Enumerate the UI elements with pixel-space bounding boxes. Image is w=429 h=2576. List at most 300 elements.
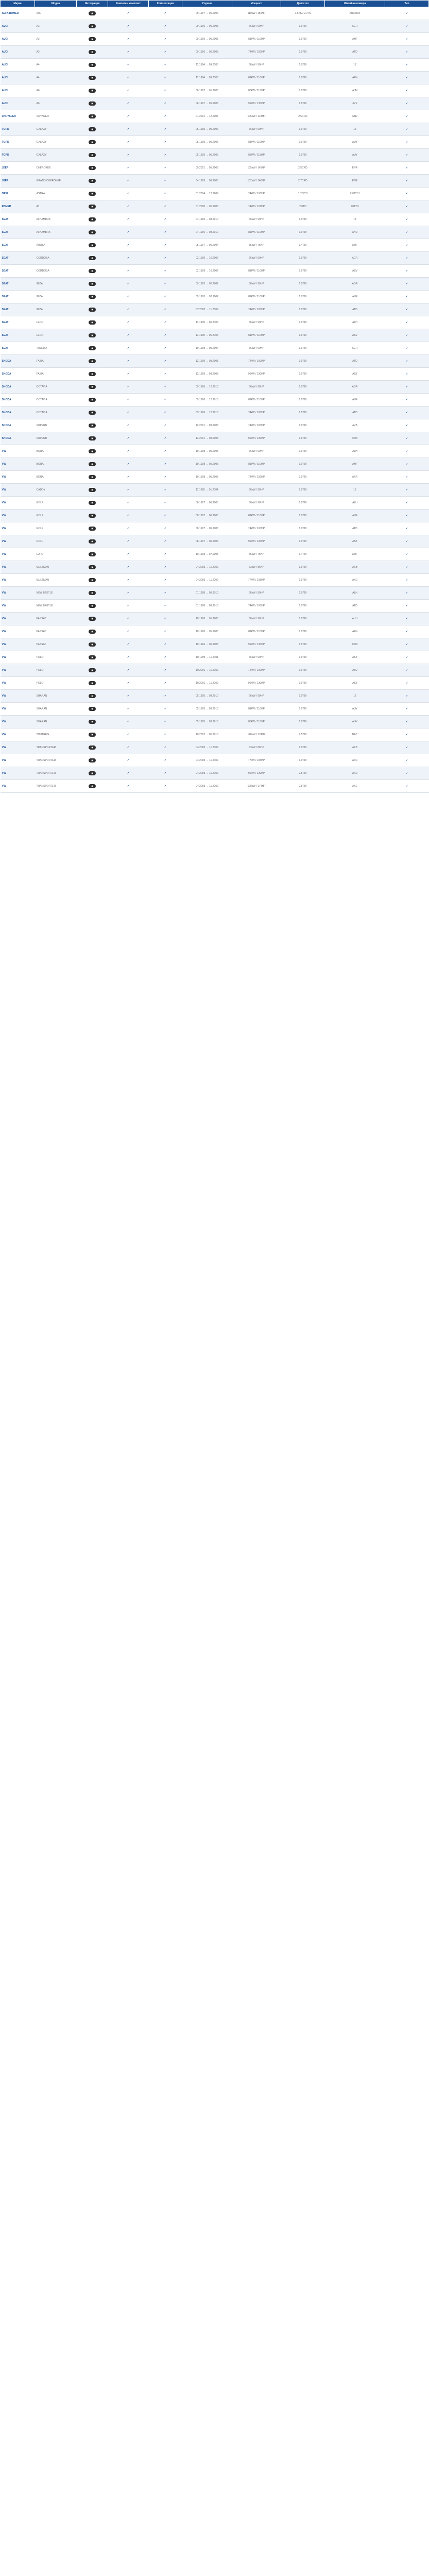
table-row [1,33,429,46]
cell-integration [77,355,108,368]
check-icon: ✓ [164,720,167,723]
cell-homologation [149,123,182,136]
check-icon: ✓ [164,424,167,427]
cell-integration [77,252,108,265]
cell-code: AUY [325,136,385,149]
cell-type [385,291,429,303]
cell-engine: 1.9TDI [281,638,325,651]
check-icon: ✓ [164,128,167,131]
check-icon: ✓ [127,785,130,788]
cell-homologation [149,510,182,522]
table-row [1,278,429,291]
cell-power: 74kW / 100HP [232,664,281,677]
cell-integration [77,690,108,703]
oem-badge-icon: ◼ [89,333,96,337]
table-row [1,651,429,664]
cell-type [385,59,429,72]
cell-homologation [149,265,182,278]
check-icon: ✓ [127,257,130,260]
oem-badge-icon: ◼ [89,514,96,518]
check-icon: ✓ [164,591,167,595]
col-years: Години [182,1,232,7]
cell-year: 10.1996 → 05.2005 [182,625,232,638]
cell-integration [77,84,108,97]
cell-engine: 2.5TDI [281,767,325,780]
cell-engine: 1.9TDI [281,226,325,239]
oem-badge-icon: ◼ [89,166,96,170]
cell-engine: 1.4TDI [281,239,325,252]
table-row [1,561,429,574]
cell-model: ALHAMBRA [35,226,77,239]
table-row [1,342,429,355]
cell-engine: 2.5CRD [281,162,325,175]
check-icon: ✓ [127,398,130,401]
table-row [1,510,429,522]
table-row [1,690,429,703]
cell-brand: VW [1,664,35,677]
oem-badge-icon: ◼ [89,320,96,325]
cell-code: AHU [325,226,385,239]
cell-code: 20T2N [325,200,385,213]
cell-power: 105kW / 143HP [232,162,281,175]
cell-code: AJM [325,84,385,97]
cell-type [385,252,429,265]
check-icon: ✓ [405,398,408,401]
cell-homologation [149,741,182,754]
cell-brand: FORD [1,149,35,162]
cell-integration [77,574,108,587]
cell-engine: 1.9TDI [281,59,325,72]
cell-homologation [149,84,182,97]
cell-power: 66kW / 90HP [232,123,281,136]
cell-integration [77,600,108,613]
cell-integration [77,46,108,59]
cell-power: 66kW / 90HP [232,651,281,664]
oem-badge-icon: ◼ [89,578,96,582]
cell-integration [77,651,108,664]
cell-homologation [149,664,182,677]
check-icon: ✓ [127,707,130,710]
cell-power: 81kW / 110HP [232,33,281,46]
cell-brand: VW [1,625,35,638]
check-icon: ✓ [405,179,408,182]
cell-integration [77,226,108,239]
cell-engine: 1.9TDI [281,316,325,329]
col-model: Модел [35,1,77,7]
oem-badge-icon: ◼ [89,346,96,350]
cell-homologation [149,149,182,162]
check-icon: ✓ [405,321,408,324]
check-icon: ✓ [127,347,130,350]
cell-brand: CHRYSLER [1,110,35,123]
oem-badge-icon: ◼ [89,784,96,788]
table-row [1,728,429,741]
cell-repair-kit [108,574,149,587]
cell-power: 96kW / 130HP [232,97,281,110]
check-icon: ✓ [164,682,167,685]
cell-power: 96kW / 130HP [232,638,281,651]
cell-code: AXB [325,561,385,574]
check-icon: ✓ [164,385,167,388]
check-icon: ✓ [127,733,130,736]
cell-engine: 1.9TDI [281,368,325,381]
cell-code: AHF [325,33,385,46]
cell-repair-kit [108,175,149,188]
table-row [1,72,429,84]
cell-engine: 1.9TDI [281,522,325,535]
cell-type [385,651,429,664]
cell-repair-kit [108,587,149,600]
cell-type [385,381,429,394]
check-icon: ✓ [164,231,167,234]
check-icon: ✓ [405,553,408,556]
table-row [1,265,429,278]
cell-type [385,767,429,780]
cell-integration [77,316,108,329]
cell-type [385,561,429,574]
oem-badge-icon: ◼ [89,423,96,428]
check-icon: ✓ [164,476,167,479]
cell-homologation [149,329,182,342]
cell-homologation [149,548,182,561]
cell-homologation [149,728,182,741]
oem-badge-icon: ◼ [89,153,96,157]
cell-model: CORDOBA [35,252,77,265]
cell-homologation [149,7,182,20]
cell-year: 11.1994 → 09.2000 [182,59,232,72]
cell-integration [77,291,108,303]
oem-badge-icon: ◼ [89,411,96,415]
cell-repair-kit [108,278,149,291]
check-icon: ✓ [405,76,408,79]
cell-type [385,265,429,278]
cell-brand: VW [1,741,35,754]
cell-code: AUY [325,149,385,162]
cell-integration [77,406,108,419]
check-icon: ✓ [405,579,408,582]
cell-repair-kit [108,728,149,741]
cell-type [385,613,429,625]
cell-code: AVF [325,97,385,110]
cell-integration [77,767,108,780]
cell-brand: SEAT [1,226,35,239]
check-icon: ✓ [127,321,130,324]
cell-model: IBIZA [35,278,77,291]
cell-model: TRANSPORTER [35,754,77,767]
check-icon: ✓ [405,720,408,723]
cell-repair-kit [108,458,149,471]
cell-engine: 1.9TDI [281,381,325,394]
table-row [1,716,429,728]
cell-year: 10.1996 → 05.2005 [182,638,232,651]
check-icon: ✓ [405,269,408,273]
table-row [1,394,429,406]
oem-badge-icon: ◼ [89,462,96,466]
cell-homologation [149,278,182,291]
cell-code: ALH [325,316,385,329]
cell-year: 04.2003 → 11.2009 [182,780,232,793]
cell-homologation [149,20,182,33]
cell-power: 85kW / 115HP [232,149,281,162]
table-row [1,175,429,188]
check-icon: ✓ [164,759,167,762]
check-icon: ✓ [405,385,408,388]
cell-homologation [149,394,182,406]
table-row [1,471,429,484]
cell-repair-kit [108,226,149,239]
cell-integration [77,677,108,690]
cell-engine: 1.9TDI [281,741,325,754]
cell-model: POLO [35,664,77,677]
cell-integration [77,162,108,175]
cell-model: BORA [35,445,77,458]
cell-model: GALAXY [35,149,77,162]
cell-type [385,728,429,741]
cell-engine: 1.9TDI [281,136,325,149]
cell-integration [77,728,108,741]
cell-power: 66kW / 90HP [232,252,281,265]
check-icon: ✓ [164,179,167,182]
check-icon: ✓ [405,115,408,118]
check-icon: ✓ [405,463,408,466]
col-type: Тип [385,1,429,7]
cell-homologation [149,471,182,484]
table-row [1,381,429,394]
cell-model: TRANSPORTER [35,741,77,754]
check-icon: ✓ [164,643,167,646]
cell-type [385,110,429,123]
cell-code: Z17DTH [325,188,385,200]
cell-engine: 1.9TDI [281,445,325,458]
check-icon: ✓ [164,514,167,517]
cell-year: 02.1999 → 10.2002 [182,265,232,278]
cell-homologation [149,690,182,703]
check-icon: ✓ [405,154,408,157]
cell-model: AROSA [35,239,77,252]
cell-engine: 1.9TDI [281,72,325,84]
cell-power: 128kW / 174HP [232,728,281,741]
cell-repair-kit [108,664,149,677]
cell-year: 01.2001 → 12.2007 [182,110,232,123]
cell-integration [77,419,108,432]
cell-model: A6 [35,97,77,110]
cell-integration [77,188,108,200]
cell-power: 74kW / 100HP [232,471,281,484]
cell-integration [77,368,108,381]
check-icon: ✓ [127,540,130,543]
cell-integration [77,561,108,574]
cell-type [385,188,429,200]
cell-brand: AUDI [1,20,35,33]
cell-integration [77,7,108,20]
cell-year: 09.2001 → 05.2008 [182,162,232,175]
cell-code: AHF [325,510,385,522]
check-icon: ✓ [405,308,408,311]
cell-code: AXC [325,754,385,767]
table-row [1,677,429,690]
cell-model: FABIA [35,368,77,381]
cell-model: SUPERB [35,432,77,445]
cell-model: TOUAREG [35,728,77,741]
cell-type [385,136,429,149]
oem-badge-icon: ◼ [89,243,96,247]
table-row [1,123,429,136]
cell-model: SHARAN [35,690,77,703]
cell-year: 12.1999 → 03.2008 [182,355,232,368]
cell-repair-kit [108,72,149,84]
cell-year: 12.2001 → 03.2008 [182,432,232,445]
cell-year: 09.1996 → 12.2010 [182,381,232,394]
cell-type [385,445,429,458]
table-row [1,664,429,677]
col-integration: Интеграция [77,1,108,7]
check-icon: ✓ [405,746,408,749]
cell-year: 09.1993 → 02.2002 [182,278,232,291]
cell-year: 08.1997 → 06.2005 [182,497,232,510]
check-icon: ✓ [164,102,167,105]
table-row [1,84,429,97]
cell-year: 04.1996 → 03.2010 [182,226,232,239]
col-repair-kit: Ремонтен комплект [108,1,149,7]
cell-type [385,522,429,535]
cell-integration [77,175,108,188]
cell-brand: VW [1,651,35,664]
cell-integration [77,97,108,110]
check-icon: ✓ [164,604,167,607]
cell-model: MULTIVAN [35,574,77,587]
cell-brand: SEAT [1,213,35,226]
cell-power: 66kW / 90HP [232,484,281,497]
table-row [1,587,429,600]
cell-integration [77,278,108,291]
check-icon: ✓ [127,63,130,66]
cell-type [385,587,429,600]
cell-repair-kit [108,741,149,754]
cell-brand: SKODA [1,381,35,394]
cell-model: A3 [35,20,77,33]
cell-repair-kit [108,432,149,445]
check-icon: ✓ [127,372,130,376]
check-icon: ✓ [127,38,130,41]
cell-type [385,741,429,754]
table-row [1,213,429,226]
cell-model: A3 [35,33,77,46]
check-icon: ✓ [164,733,167,736]
cell-brand: JEEP [1,175,35,188]
cell-integration [77,136,108,149]
table-row [1,574,429,587]
oem-badge-icon: ◼ [89,295,96,299]
cell-year: 10.2001 → 11.2009 [182,677,232,690]
cell-brand: VW [1,471,35,484]
cell-code: AXR [325,471,385,484]
cell-year: 04.2003 → 11.2009 [182,561,232,574]
cell-code: AXE [325,780,385,793]
cell-homologation [149,600,182,613]
check-icon: ✓ [127,591,130,595]
cell-year: 09.1997 → 06.2006 [182,7,232,20]
cell-power: 66kW / 90HP [232,316,281,329]
cell-power: 74kW / 101HP [232,200,281,213]
cell-repair-kit [108,84,149,97]
cell-homologation [149,613,182,625]
cell-repair-kit [108,522,149,535]
table-row [1,329,429,342]
cell-power: 96kW / 130HP [232,368,281,381]
check-icon: ✓ [164,372,167,376]
check-icon: ✓ [405,244,408,247]
cell-type [385,677,429,690]
oem-badge-icon: ◼ [89,449,96,453]
cell-type [385,600,429,613]
cell-homologation [149,587,182,600]
check-icon: ✓ [127,179,130,182]
cell-code: ASZ [325,535,385,548]
oem-badge-icon: ◼ [89,694,96,698]
cell-homologation [149,200,182,213]
table-row [1,46,429,59]
cell-model: PASSAT [35,638,77,651]
cell-year: 09.1996 → 12.2010 [182,394,232,406]
cell-repair-kit [108,548,149,561]
cell-type [385,703,429,716]
table-body [1,7,429,793]
check-icon: ✓ [405,218,408,221]
cell-homologation [149,419,182,432]
oem-badge-icon: ◼ [89,720,96,724]
cell-model: A4 [35,59,77,72]
cell-model: OCTAVIA [35,406,77,419]
cell-engine: 1.9TDI [281,574,325,587]
cell-model: CADDY [35,484,77,497]
cell-repair-kit [108,188,149,200]
cell-homologation [149,677,182,690]
check-icon: ✓ [164,115,167,118]
cell-year: 12.1999 → 03.2008 [182,368,232,381]
cell-power: 74kW / 100HP [232,419,281,432]
cell-engine: 1.9TDI [281,149,325,162]
cell-homologation [149,561,182,574]
cell-homologation [149,535,182,548]
check-icon: ✓ [127,231,130,234]
check-icon: ✓ [127,746,130,749]
table-row [1,136,429,149]
table-row [1,613,429,625]
cell-brand: VW [1,458,35,471]
check-icon: ✓ [127,282,130,285]
check-icon: ✓ [164,450,167,453]
cell-type [385,716,429,728]
check-icon: ✓ [405,643,408,646]
cell-engine: 1.9TDI [281,651,325,664]
oem-badge-icon: ◼ [89,89,96,93]
cell-year: 10.1998 → 05.2005 [182,471,232,484]
cell-brand: SKODA [1,394,35,406]
cell-repair-kit [108,355,149,368]
check-icon: ✓ [405,617,408,620]
cell-year: 05.1995 → 03.2010 [182,690,232,703]
check-icon: ✓ [405,128,408,131]
parts-table [0,0,429,793]
cell-type [385,458,429,471]
cell-code: ENR [325,162,385,175]
cell-code: AXB [325,741,385,754]
check-icon: ✓ [405,166,408,170]
cell-engine: 1.9TDI [281,613,325,625]
check-icon: ✓ [164,746,167,749]
check-icon: ✓ [405,604,408,607]
table-row [1,535,429,548]
